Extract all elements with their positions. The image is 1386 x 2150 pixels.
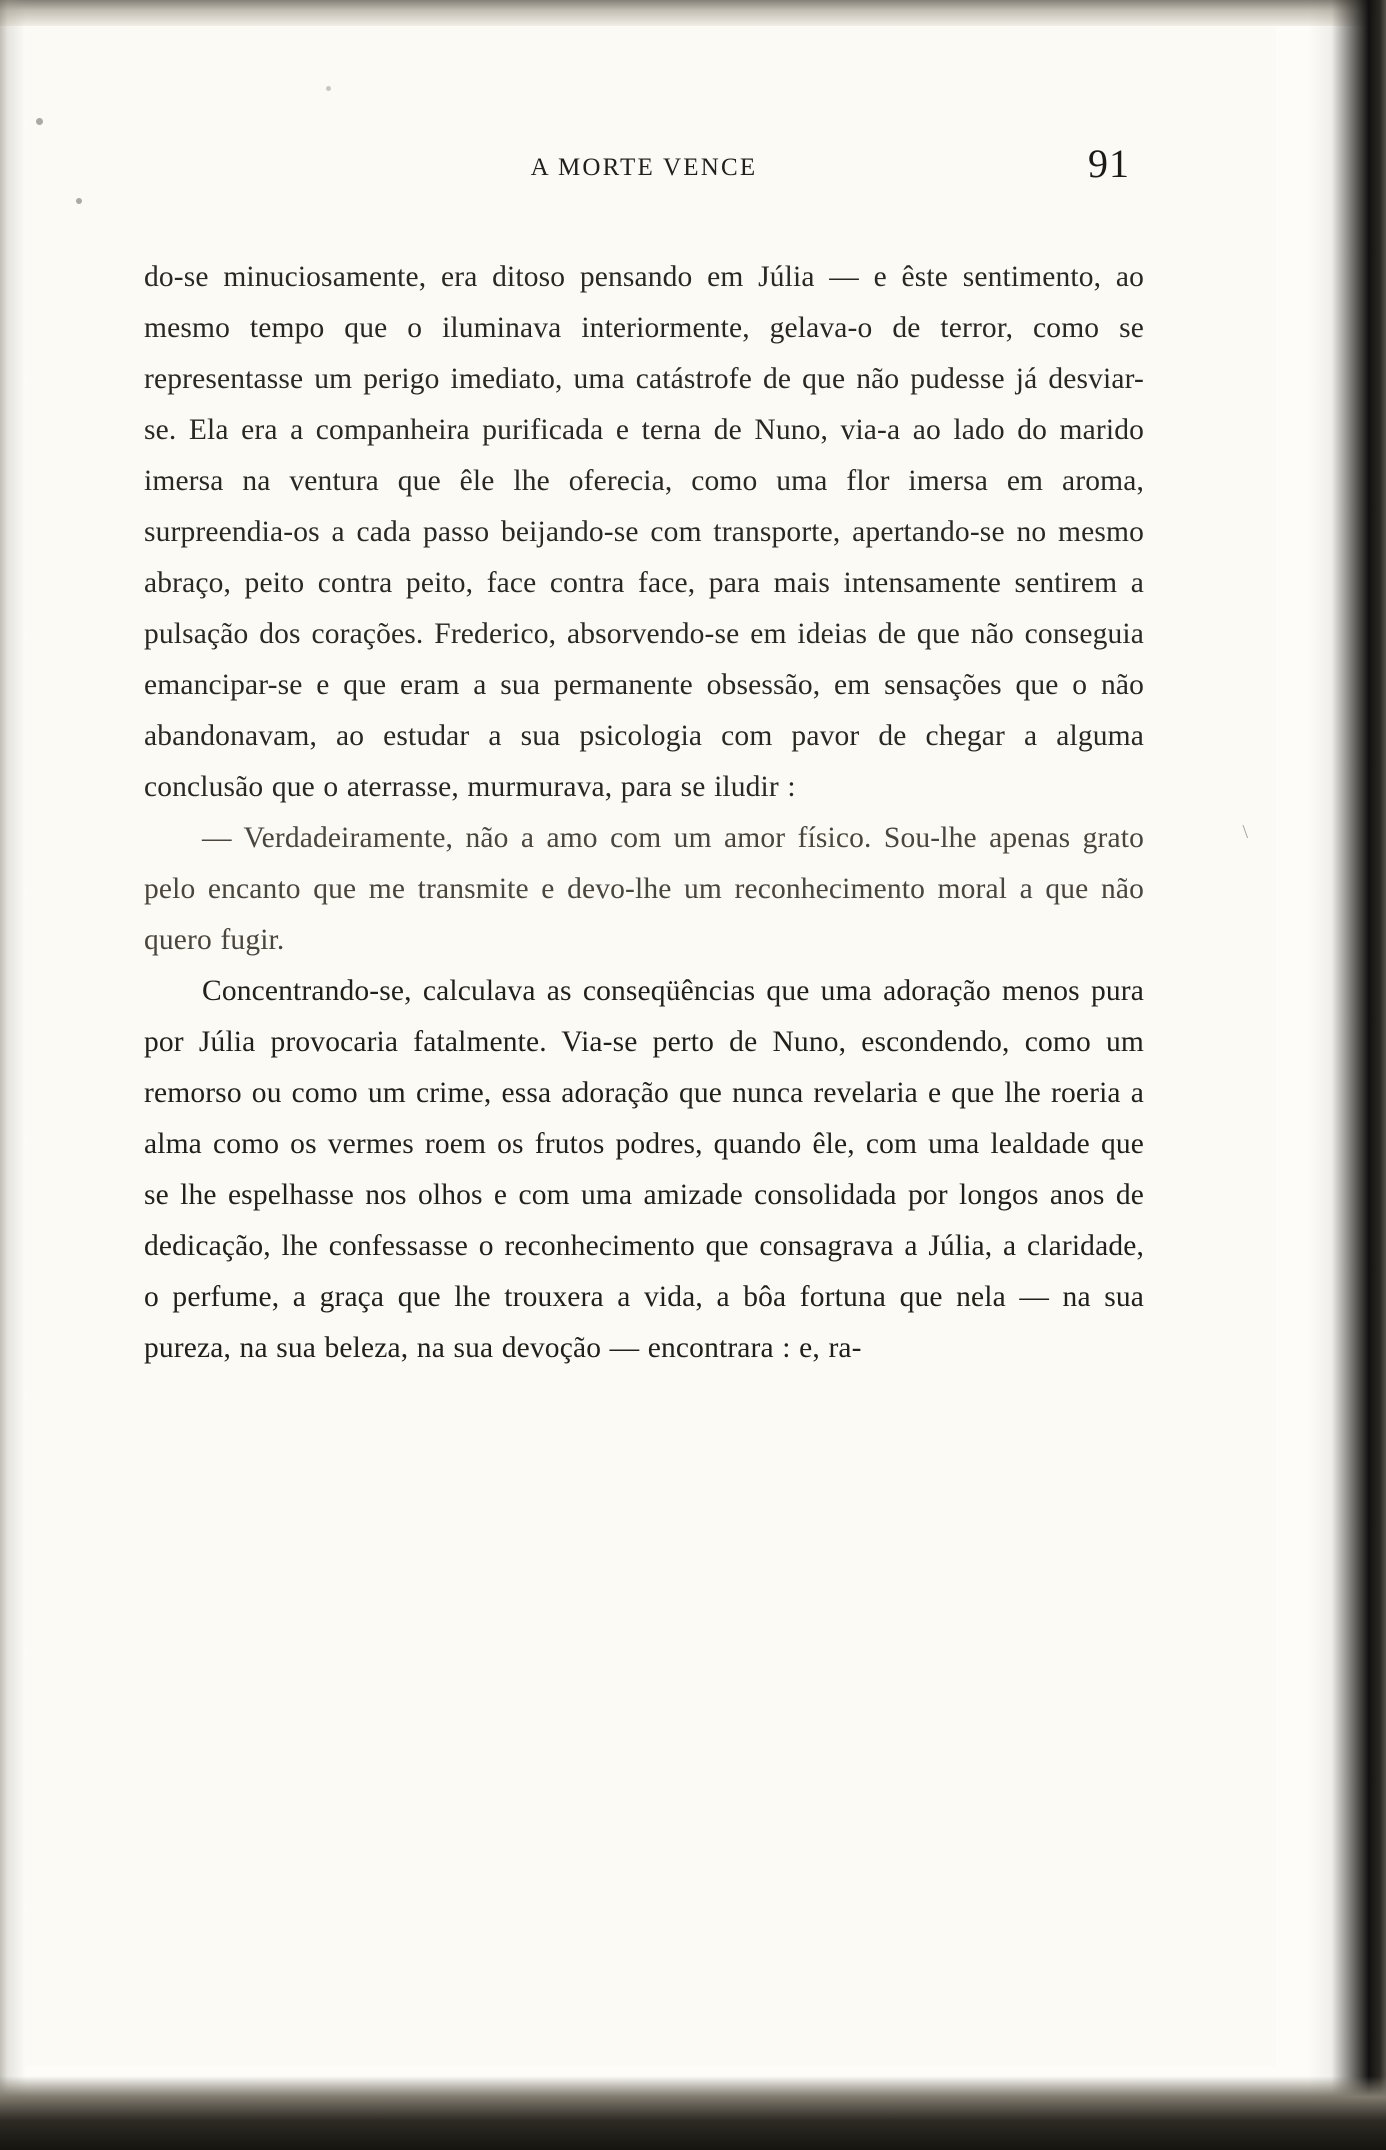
scan-edge-bottom [0, 2076, 1386, 2150]
paragraph: — Verdadeiramente, não a amo com um amor físico. Sou-lhe apenas grato pelo encanto que me transmite e devo-lhe um reconhecimento moral a que não quero fugir. [144, 822, 1144, 956]
scan-edge-left [0, 0, 26, 2150]
body-text [144, 252, 1144, 1374]
page-content [144, 141, 1144, 1374]
margin-mark: \ [1242, 821, 1248, 843]
page-speck [76, 198, 82, 204]
page-speck [36, 118, 43, 125]
page-header [144, 141, 1144, 204]
paragraph: Concentrando-se, calculava as conseqüências que uma adoração menos pura por Júlia provocaria fatalmente. Via-se perto de Nuno, escondendo, como um remorso ou como um crime, essa adoração que nunca revelaria e que lhe roeria a alma como os vermes roem os frutos podres, quando êle, com uma lealdade que se lhe espelhasse nos olhos e com uma amizade consolidada por longos anos de dedicação, lhe confessasse o reconhecimento que consagrava a Júlia, a claridade, o perfume, a graça que lhe trouxera a vida, a bôa fortuna que nela — na sua pureza, na sua beleza, na sua devoção — encontrara : e, ra- [144, 975, 1144, 1364]
page-number: 91 [1088, 141, 1130, 186]
scan-edge-right [1308, 0, 1386, 2150]
page-speck [326, 86, 331, 91]
page-surface [26, 26, 1276, 2066]
paragraph: do-se minuciosamente, era ditoso pensando em Júlia — e êste sentimento, ao mesmo tempo que o iluminava interiormente, gelava-o de terror, como se representasse um perigo imediato, uma catástrofe de que não pudesse já desviar-se. Ela era a companheira purificada e terna de Nuno, via-a ao lado do marido imersa na ventura que êle lhe oferecia, como uma flor imersa em aroma, surpreendia-os a cada passo beijando-se com transporte, apertando-se no mesmo abraço, peito contra peito, face contra face, para mais intensamente sentirem a pulsação dos corações. Frederico, absorvendo-se em ideias de que não conseguia emancipar-se e que eram a sua permanente obsessão, em sensações que o não abandonavam, ao estudar a sua psicologia com pavor de chegar a alguma conclusão que o aterrasse, murmurava, para se iludir : [144, 261, 1144, 803]
running-head: A MORTE VENCE [530, 154, 758, 181]
scan-edge-top [0, 0, 1386, 26]
